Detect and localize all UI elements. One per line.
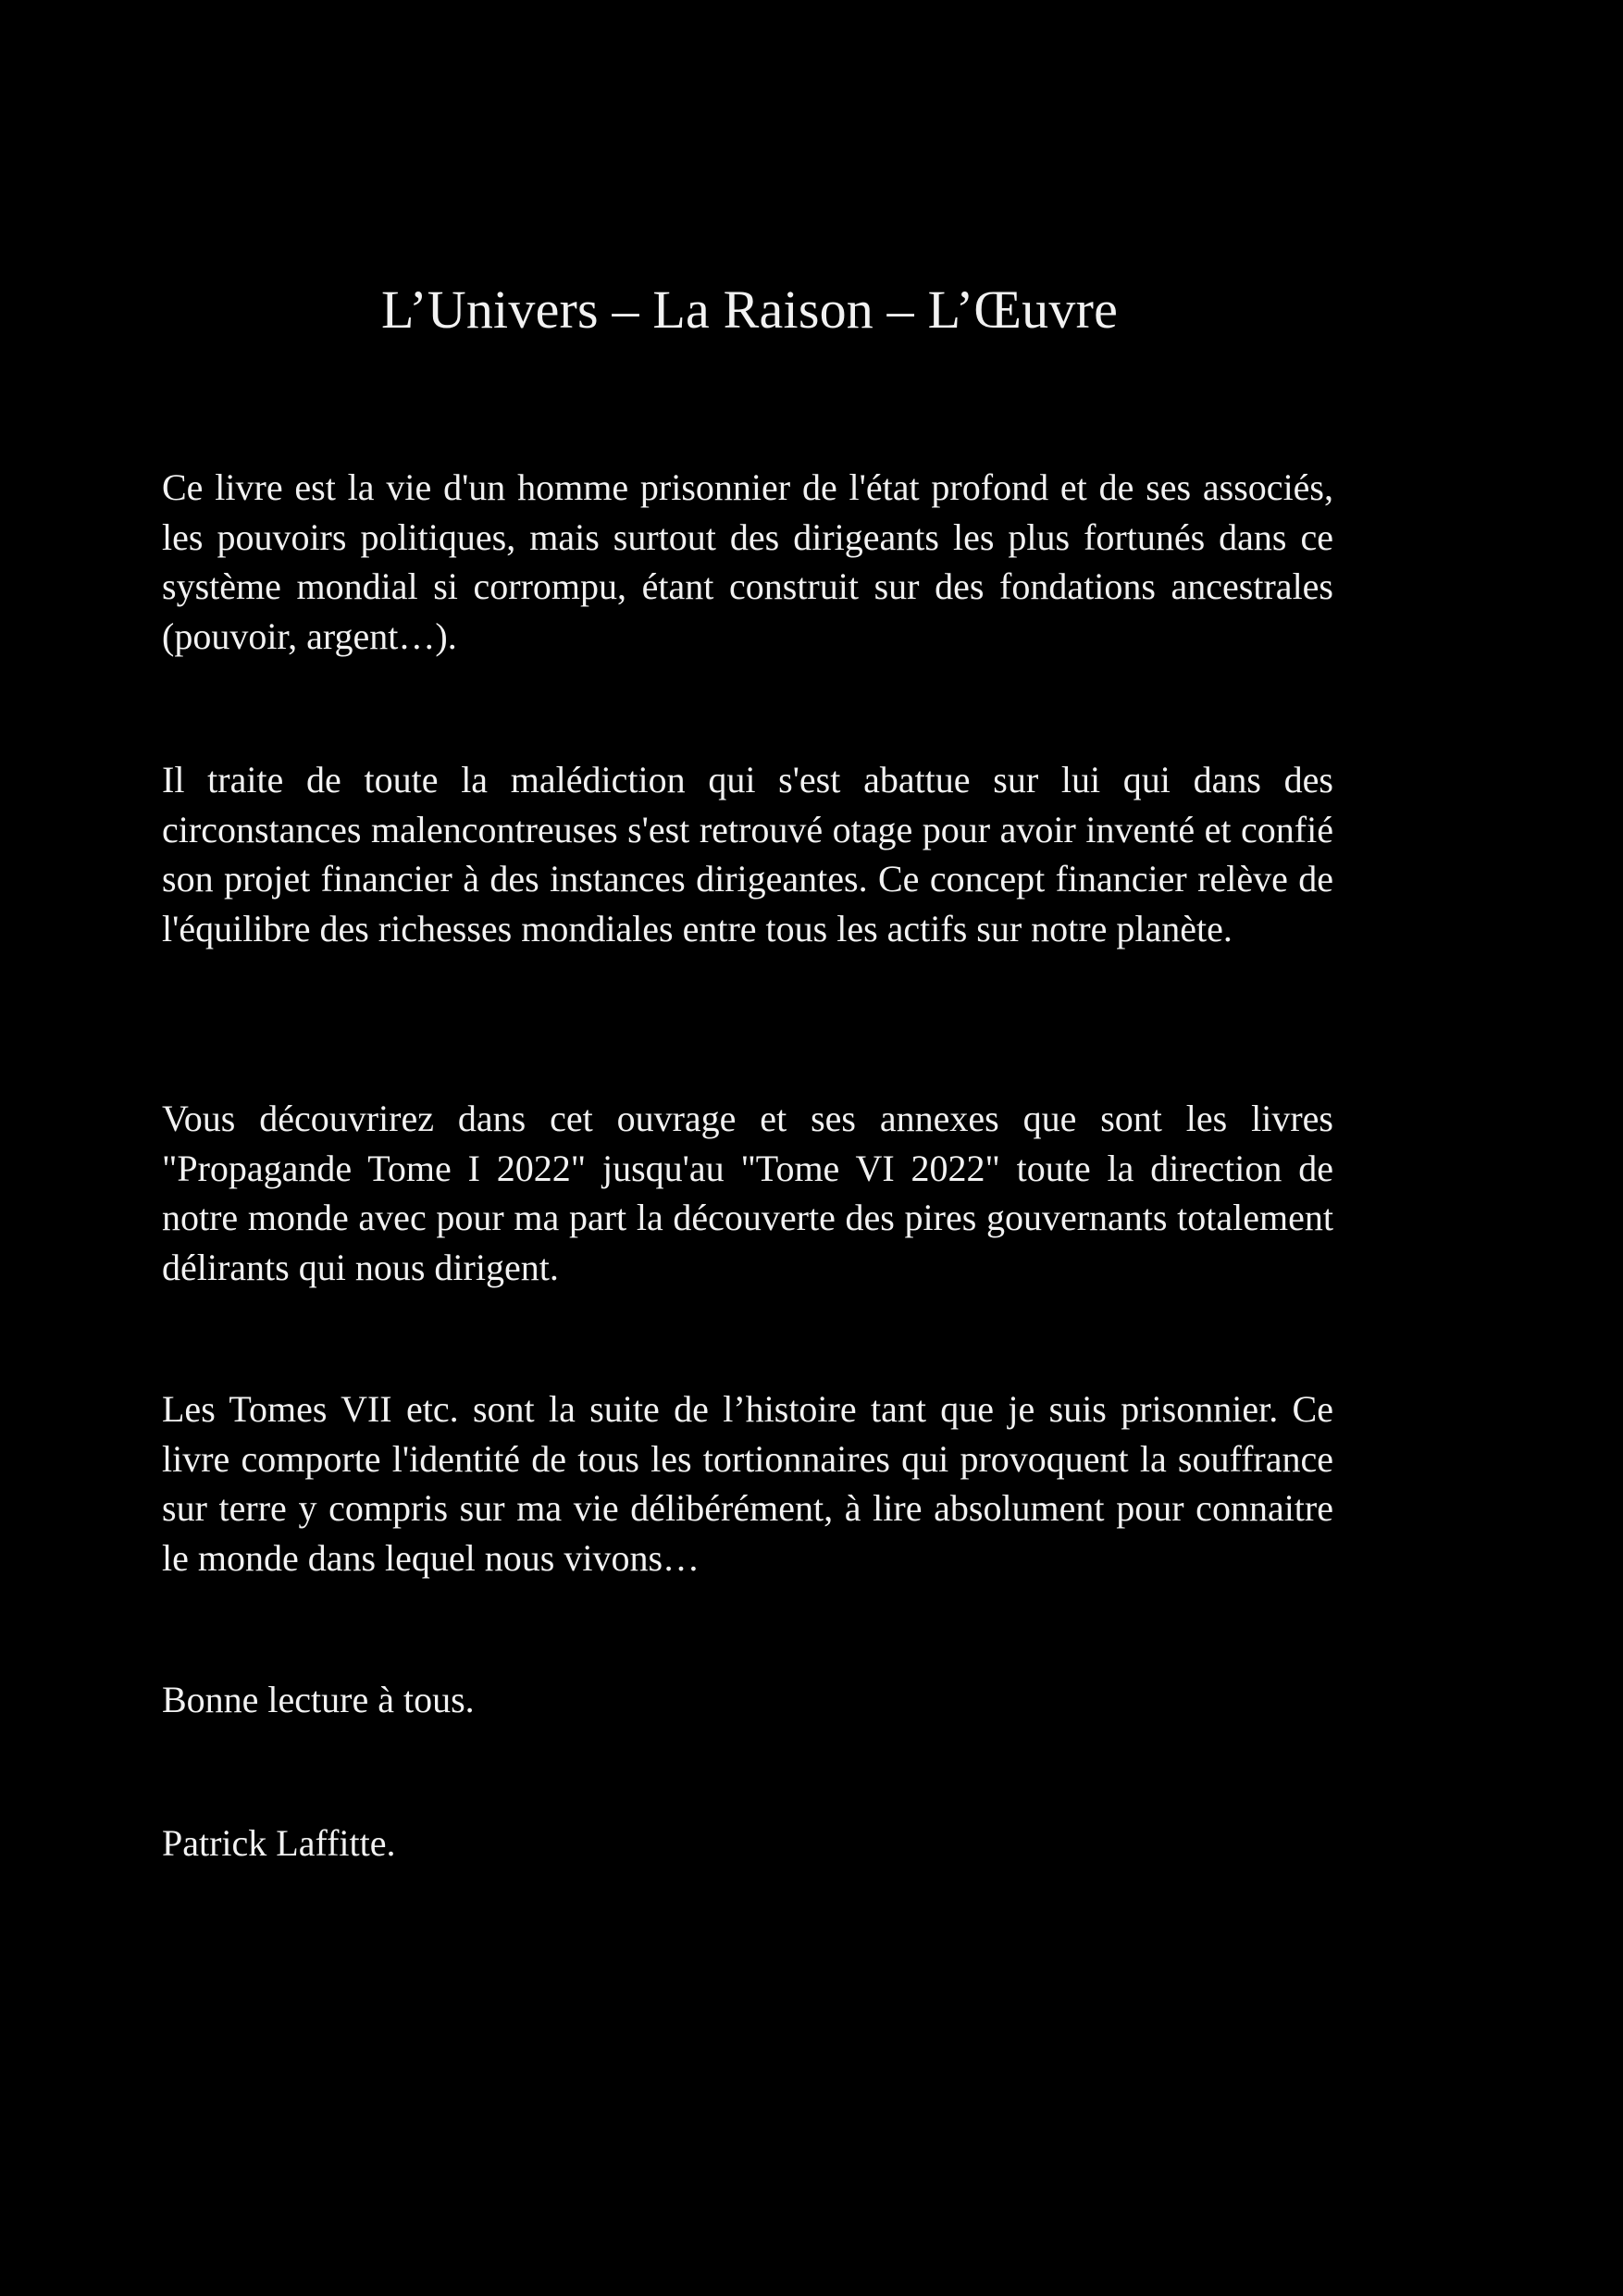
paragraph-1: Ce livre est la vie d'un homme prisonnier de l'état profond et de ses associés, les pouvoirs politiques, mais surtout des dirigeants les plus fortunés dans ce système mondial si corrompu, étant construit sur des fondations ancestrales (pouvoir, argent…). xyxy=(162,466,1333,657)
author-signature: Patrick Laffitte. xyxy=(162,1822,396,1864)
closing-greeting: Bonne lecture à tous. xyxy=(162,1679,475,1720)
paragraph-2: Il traite de toute la malédiction qui s'est abattue sur lui qui dans des circonstances malencontreuses s'est retrouvé otage pour avoir inventé et confié son projet financier à des instances dirigeantes. Ce concept financier relève de l'équilibre des richesses mondiales entre tous les actifs sur notre planète. xyxy=(162,759,1333,949)
paragraph-3: Vous découvrirez dans cet ouvrage et ses annexes que sont les livres "Propagande Tome I 2022" jusqu'au "Tome VI 2022" toute la direction de notre monde avec pour ma part la découverte des pires gouvernants totalement délirants qui nous dirigent. xyxy=(162,1098,1333,1288)
document-title: L’Univers – La Raison – L’Œuvre xyxy=(380,279,1119,340)
paragraph-4: Les Tomes VII etc. sont la suite de l’histoire tant que je suis prisonnier. Ce livre comporte l'identité de tous les tortionnaires qui provoquent la souffrance sur terre y compris sur ma vie délibérément, à lire absolument pour connaitre le monde dans lequel nous vivons… xyxy=(162,1388,1333,1579)
